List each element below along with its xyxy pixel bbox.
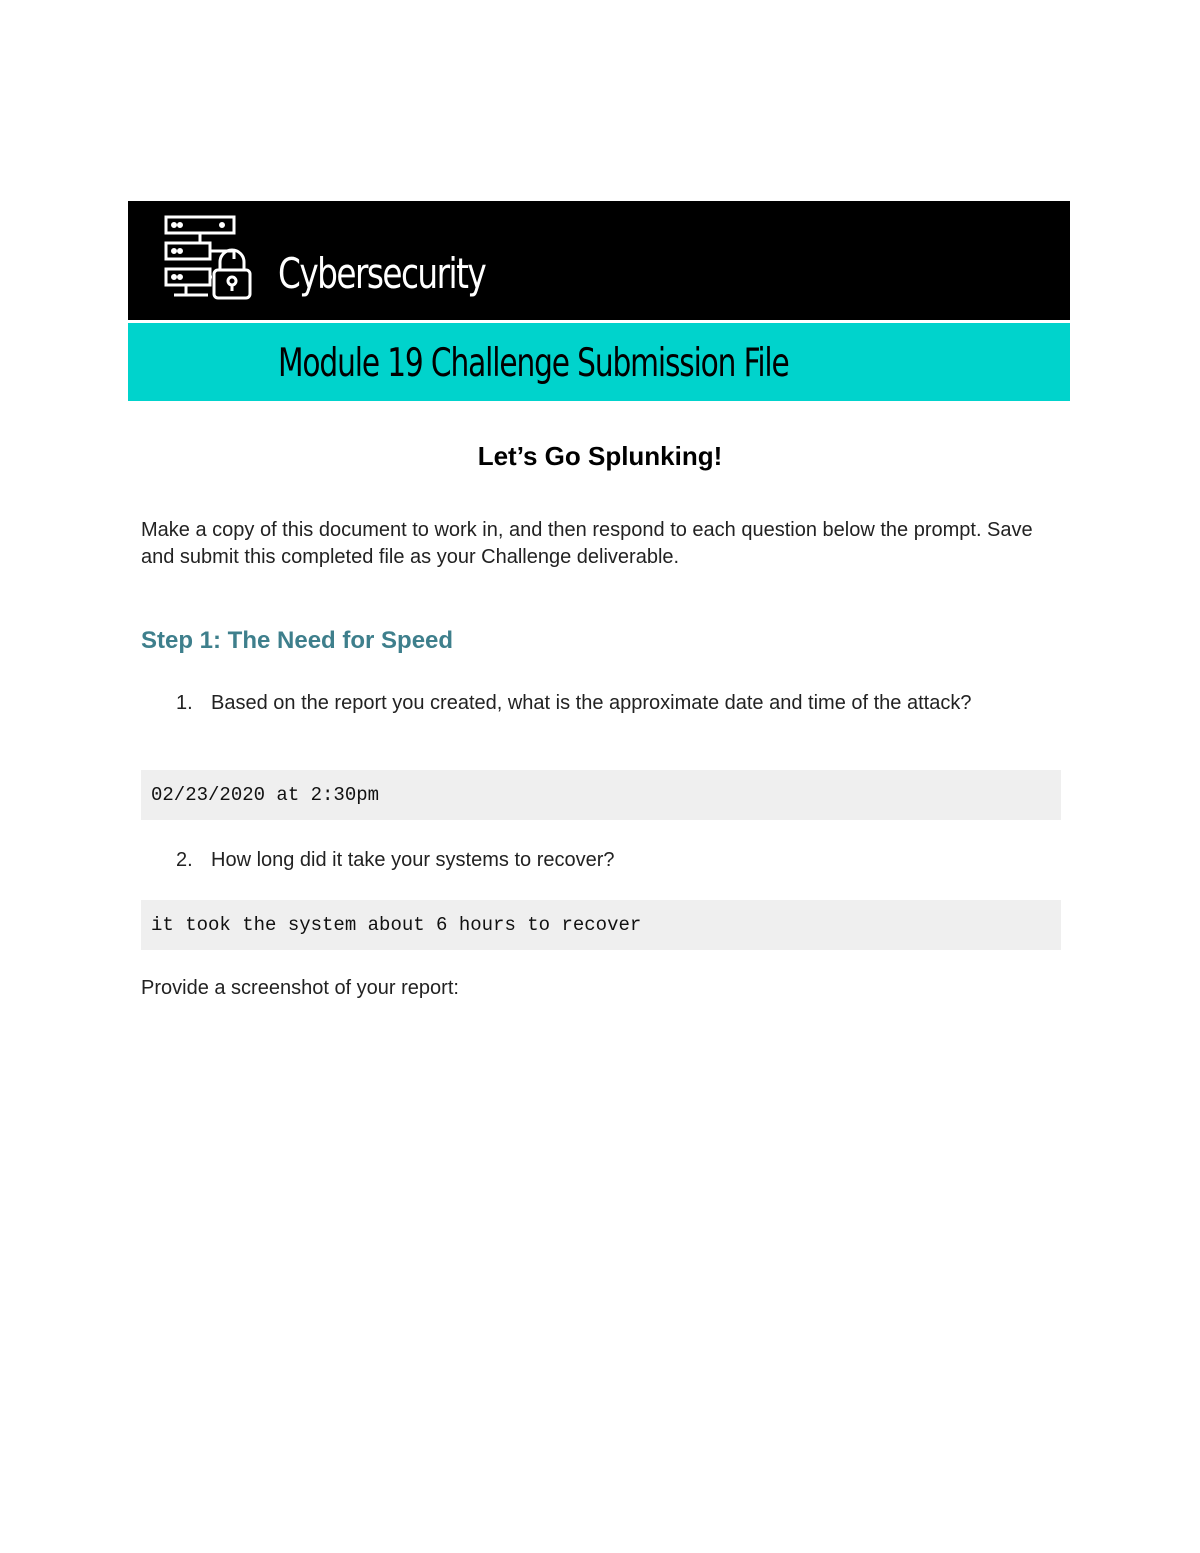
question-1 <box>176 689 1036 718</box>
question-2 <box>176 846 1036 875</box>
screenshot-prompt: Provide a screenshot of your report: <box>141 977 459 999</box>
question-number: 2. <box>176 849 193 871</box>
answer-text: 02/23/2020 at 2:30pm <box>151 784 380 806</box>
module-banner <box>128 323 1070 401</box>
brand-banner <box>128 201 1070 320</box>
step-heading: Step 1: The Need for Speed <box>141 627 454 654</box>
module-title: Module 19 Challenge Submission File <box>278 341 789 386</box>
question-number: 1. <box>176 692 193 714</box>
brand-title: Cybersecurity <box>278 249 486 298</box>
question-text: How long did it take your systems to recover? <box>211 849 615 871</box>
answer-text: it took the system about 6 hours to recover <box>151 914 642 936</box>
server-lock-icon <box>164 215 254 301</box>
document-title: Let’s Go Splunking! <box>477 441 723 471</box>
answer-box-2[interactable] <box>141 900 1061 950</box>
intro-paragraph: Make a copy of this document to work in, and then respond to each question below the prompt. Save and submit this completed file as your Challenge deliverable. <box>141 519 1033 568</box>
question-text: Based on the report you created, what is the approximate date and time of the attack? <box>211 692 972 714</box>
answer-box-1[interactable] <box>141 770 1061 820</box>
